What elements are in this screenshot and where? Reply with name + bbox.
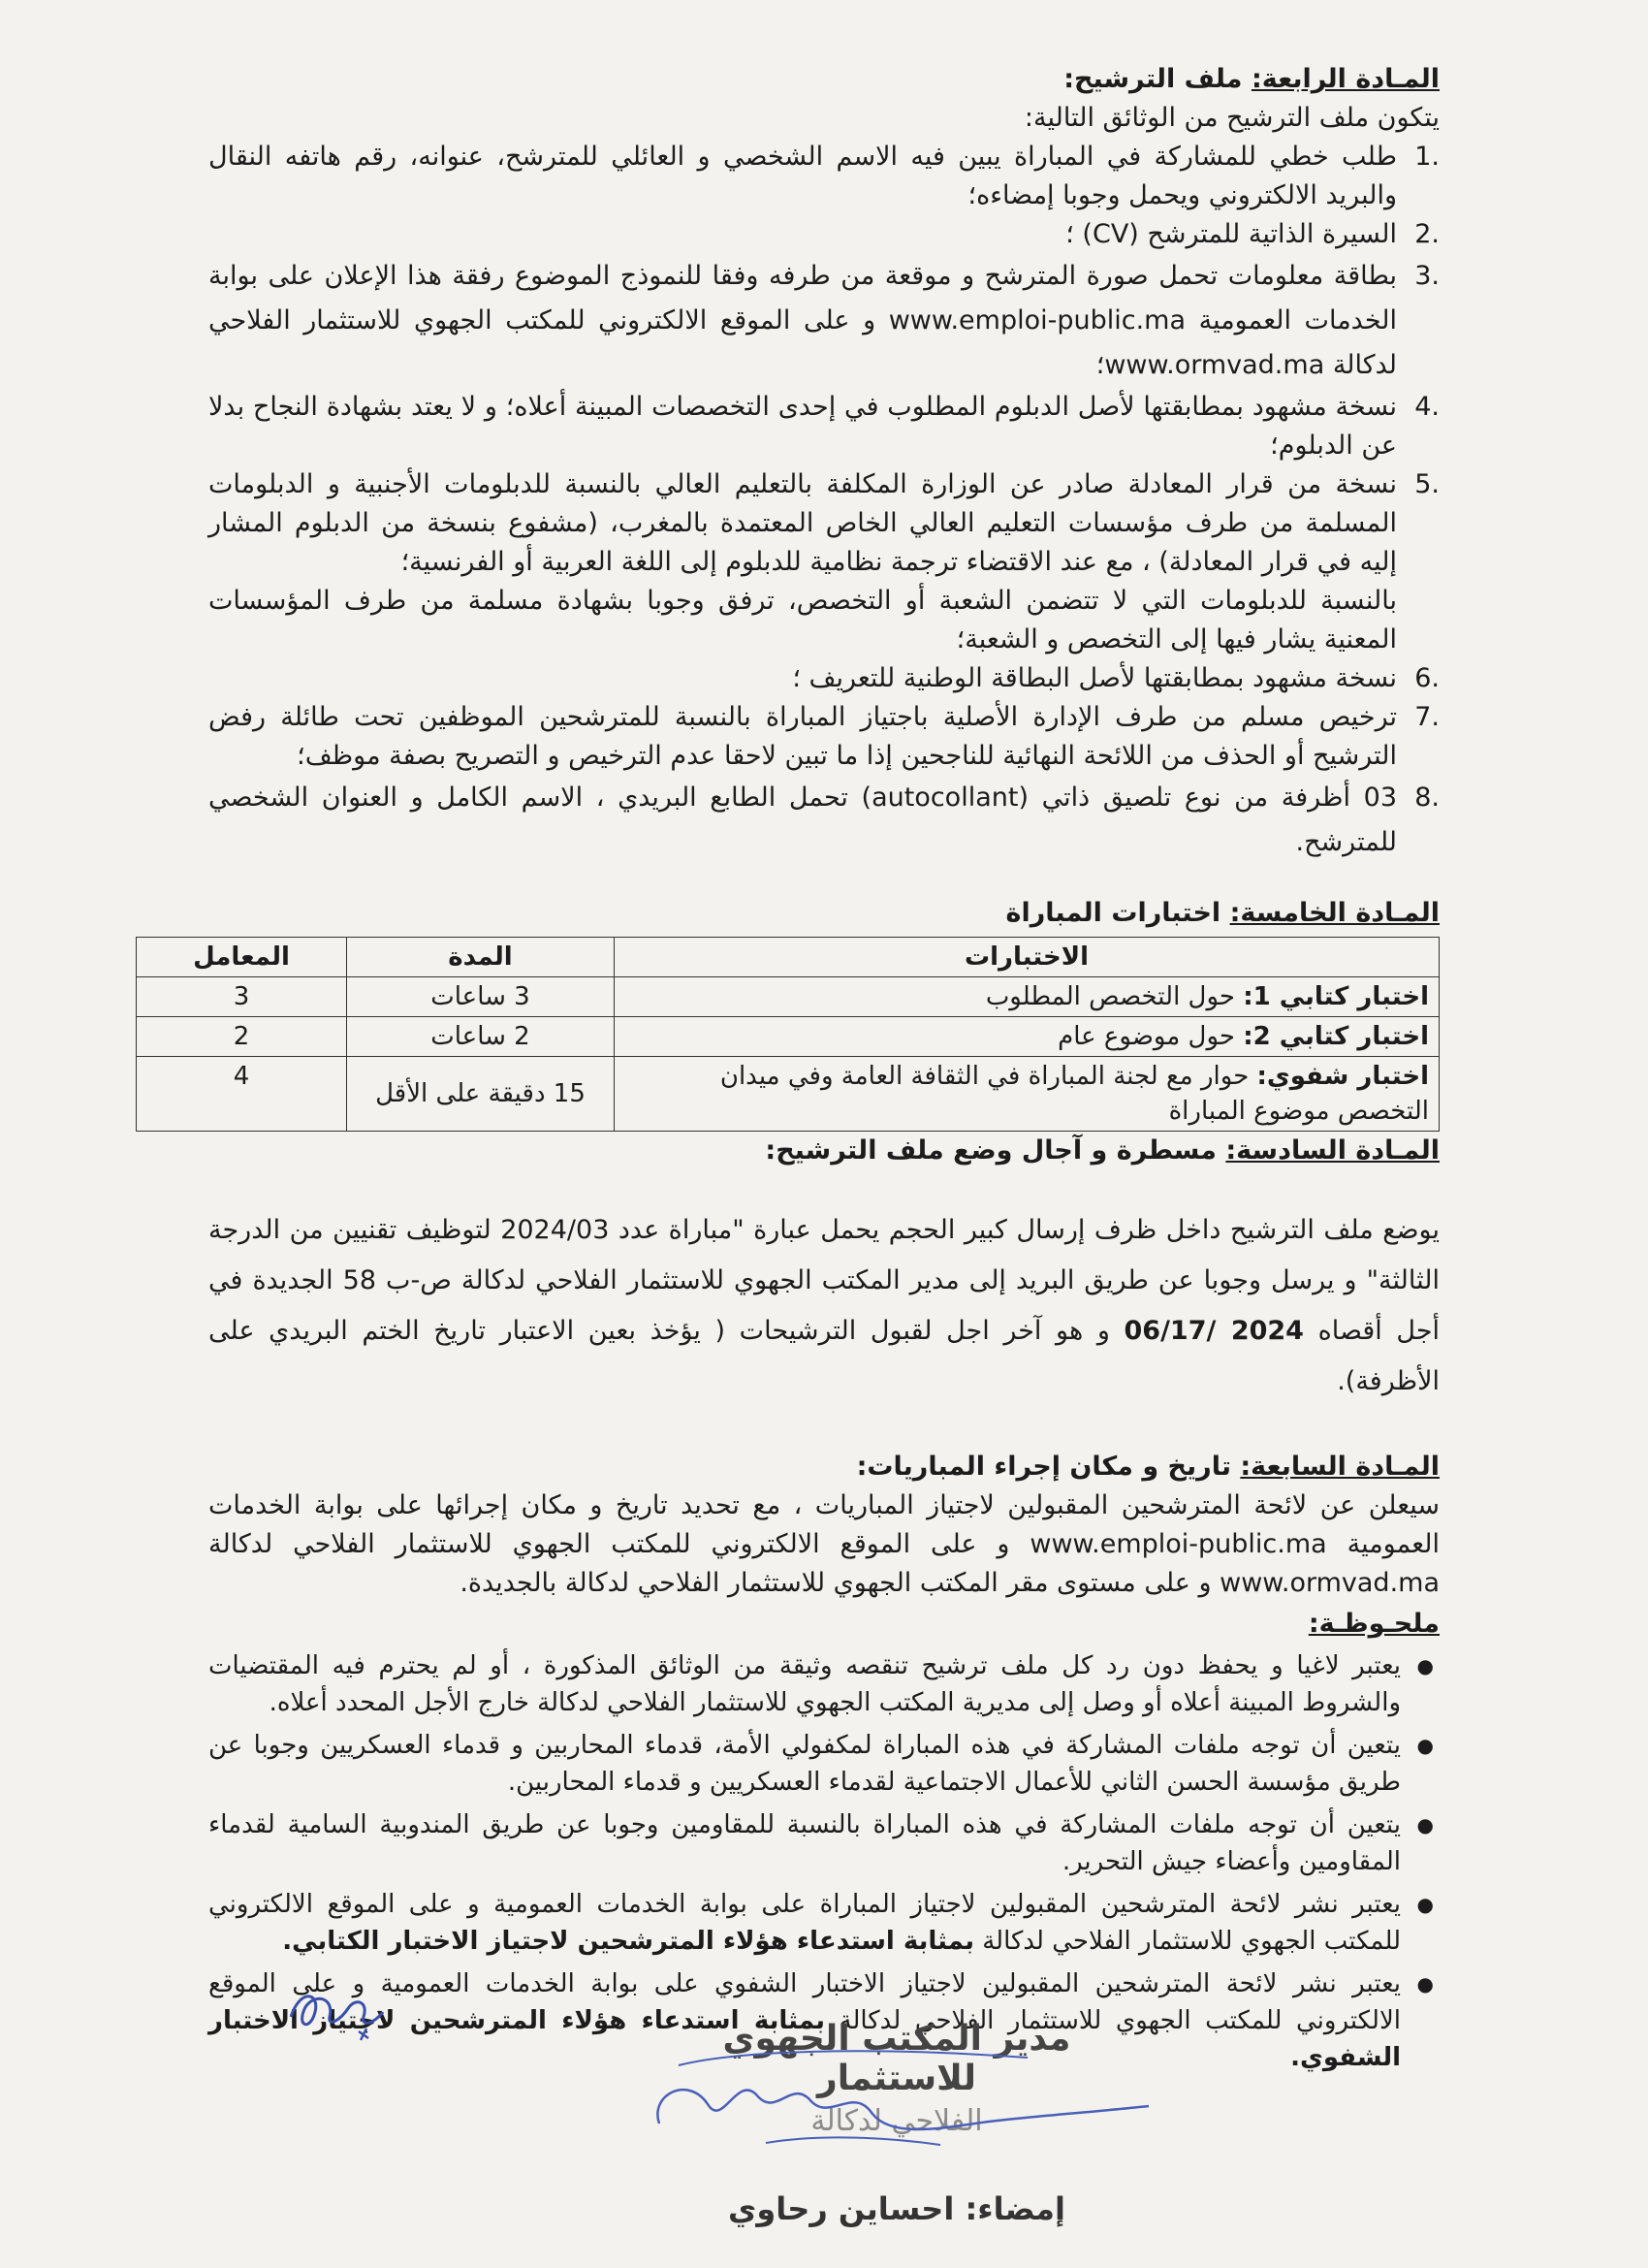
exams-table xyxy=(136,937,1440,1132)
article-6-title: مسطرة و آجال وضع ملف الترشيح: xyxy=(765,1135,1217,1166)
exam-description: حول موضوع عام xyxy=(1058,1022,1244,1051)
coefficient-cell: 4 xyxy=(137,1057,347,1132)
article-7-title: تاريخ و مكان إجراء المباريات: xyxy=(856,1452,1231,1482)
stamp-title: مدير المكتب الجهوي للاستثمار xyxy=(722,2019,1071,2098)
note-item xyxy=(208,1886,1440,1960)
item-text: ترخيص مسلم من طرف الإدارة الأصلية باجتياز المباراة بالنسبة للمترشحين الموظفين تحت طائلة رفض الترشيح أو الحذف من اللائحة النهائية للناجحين إذا ما تبين لاحقا عدم الترخيص و التصريح بصفة موظف؛ xyxy=(208,702,1397,771)
document-item xyxy=(208,659,1440,698)
note-item xyxy=(208,1806,1440,1880)
exam-description: حول التخصص المطلوب xyxy=(985,982,1244,1011)
item-text: طلب خطي للمشاركة في المباراة يبين فيه الاسم الشخصي و العائلي للمترشح، عنوانه، رقم هاتفه النقال والبريد الالكتروني ويحمل وجوبا إمضاءه؛ xyxy=(208,142,1397,210)
article-6-heading xyxy=(208,1132,1440,1170)
article-6-text: يوضع ملف الترشيح داخل ظرف إرسال كبير الحجم يحمل عبارة "مباراة عدد 2024/03 لتوظيف تقنيين من الدرجة الثالثة" و يرسل وجوبا عن طريق البريد إلى مدير المكتب الجهوي للاستثمار الفلاحي لدكالة ص-ب 58 الجديدة في أجل أقصاه xyxy=(208,1215,1441,1346)
note-bold-text: بمثابة استدعاء هؤلاء المترشحين لاجتياز الاختبار الكتابي. xyxy=(282,1927,974,1956)
item-extra-text: بالنسبة للدبلومات التي لا تتضمن الشعبة أو التخصص، ترفق وجوبا بشهادة مسلمة من طرف المؤسسات المعنية يشار فيها إلى التخصص و الشعبة؛ xyxy=(208,586,1397,655)
note-text: يعتبر نشر لائحة المترشحين المقبولين لاجتياز المباراة على بوابة الخدمات العمومية و على الموقع الالكتروني للمكتب الجهوي للاستثمار الفلاحي لدكالة xyxy=(208,1890,1401,1956)
item-number: .2 xyxy=(1414,219,1440,249)
exam-description: حوار مع لجنة المباراة في الثقافة العامة وفي ميدان التخصص موضوع المباراة xyxy=(719,1062,1429,1126)
initials-scribble-icon xyxy=(281,1978,397,2046)
note-text: يعتبر لاغيا و يحفظ دون رد كل ملف ترشيح تنقصه وثيقة من الوثائق المذكورة ، أو لم يحترم فيه المقتضيات والشروط المبينة أعلاه أو وصل إلى مديرية المكتب الجهوي للاستثمار الفلاحي لدكالة خارج الأجل المحدد أعلاه. xyxy=(208,1651,1401,1717)
table-row xyxy=(137,1057,1440,1132)
stamp-subtitle: الفلاحي لدكالة xyxy=(810,2104,983,2138)
note-text: يتعين أن توجه ملفات المشاركة في هذه المباراة بالنسبة للمقاومين وجوبا عن طريق المندوبية السامية لقدماء المقاومين وأعضاء جيش التحرير. xyxy=(208,1810,1401,1876)
required-documents-list xyxy=(208,138,1440,865)
note-text: يعتبر نشر لائحة المترشحين المقبولين لاجتياز الاختبار الشفوي على بوابة الخدمات العمومية و على الموقع الالكتروني للمكتب الجهوي للاستثمار الفلاحي لدكالة xyxy=(208,1969,1401,2035)
signature-scribble-icon xyxy=(620,2036,1163,2172)
item-number: .1 xyxy=(1414,142,1440,172)
bullet-icon: ● xyxy=(1416,1893,1434,1916)
bullet-icon: ● xyxy=(1416,1734,1434,1757)
table-row xyxy=(137,1017,1440,1057)
duration-cell: 2 ساعات xyxy=(347,1017,615,1057)
document-item xyxy=(208,254,1440,388)
document-item xyxy=(208,138,1440,215)
coefficient-cell: 3 xyxy=(137,977,347,1017)
note-item xyxy=(208,1727,1440,1801)
table-header-row xyxy=(137,938,1440,977)
article-4-intro: يتكون ملف الترشيح من الوثائق التالية: xyxy=(1024,103,1440,133)
item-text: نسخة مشهود بمطابقتها لأصل البطاقة الوطنية للتعريف ؛ xyxy=(792,663,1397,693)
exam-cell xyxy=(615,977,1440,1017)
item-text: 03 أظرفة من نوع تلصيق ذاتي (autocollant) تحمل الطابع البريدي ، الاسم الكامل و العنوان الشخصي للمترشح. xyxy=(208,783,1398,857)
item-number: .3 xyxy=(1414,261,1440,291)
deadline-date: 2024 /06/17 xyxy=(1124,1316,1304,1346)
signatory-name: إمضاء: احساين رحاوي xyxy=(728,2190,1065,2227)
exam-cell xyxy=(615,1017,1440,1057)
article-7-heading xyxy=(208,1448,1440,1486)
exam-label: اختبار كتابي 1: xyxy=(1243,982,1429,1011)
article-5-title: اختبارات المباراة xyxy=(1005,898,1221,928)
article-4-label: المـادة الرابعة: xyxy=(1251,64,1440,94)
document-content xyxy=(193,60,1441,2082)
coefficient-cell: 2 xyxy=(137,1017,347,1057)
bullet-icon: ● xyxy=(1416,1813,1434,1837)
bullet-icon: ● xyxy=(1416,1972,1434,1996)
duration-cell: 15 دقيقة على الأقل xyxy=(347,1057,615,1132)
item-number: .5 xyxy=(1414,469,1440,499)
article-5-label: المـادة الخامسة: xyxy=(1229,898,1440,928)
table-header-cell: الاختبارات xyxy=(615,938,1440,977)
table-header-cell: المدة xyxy=(347,938,615,977)
table-header-cell: المعامل xyxy=(137,938,347,977)
item-number: .7 xyxy=(1414,702,1440,732)
document-item xyxy=(208,465,1440,659)
note-bold-text: بمثابة استدعاء هؤلاء المترشحين لاجتياز الاختبار الشفوي. xyxy=(208,2006,1401,2072)
exam-label: اختبار شفوي: xyxy=(1256,1062,1429,1091)
item-text: السيرة الذاتية للمترشح (CV) ؛ xyxy=(1065,219,1397,249)
article-7-label: المـادة السابعة: xyxy=(1240,1452,1440,1482)
exam-cell xyxy=(615,1057,1440,1132)
item-text: نسخة مشهود بمطابقتها لأصل الدبلوم المطلوب في إحدى التخصصات المبينة أعلاه؛ و لا يعتد بشهادة النجاح بدلا عن الدبلوم؛ xyxy=(208,392,1397,461)
article-5-heading xyxy=(208,894,1440,933)
article-4-title: ملف الترشيح: xyxy=(1063,64,1243,94)
note-item xyxy=(208,1647,1440,1721)
bullet-icon: ● xyxy=(1416,1654,1434,1677)
item-text: بطاقة معلومات تحمل صورة المترشح و موقعة من طرفه وفقا للنموذج الموضوع رفقة هذا الإعلان على بوابة الخدمات العمومية www.emploi-public.ma و على الموقع الالكتروني للمكتب الجهوي للاستثمار الفلاحي لدكالة www.ormvad.ma؛ xyxy=(208,261,1397,380)
exam-label: اختبار كتابي 2: xyxy=(1243,1022,1429,1051)
document-item xyxy=(208,215,1440,254)
document-item xyxy=(208,698,1440,776)
article-6-body xyxy=(208,1205,1440,1407)
table-row xyxy=(137,977,1440,1017)
document-item xyxy=(208,388,1440,465)
article-6-text-end: و هو آخر اجل لقبول الترشيحات ( يؤخذ بعين الاعتبار تاريخ الختم البريدي على الأظرفة). xyxy=(208,1316,1440,1396)
notes-heading: ملحـوظـة: xyxy=(1308,1609,1440,1639)
item-text: نسخة من قرار المعادلة صادر عن الوزارة المكلفة بالتعليم العالي بالنسبة للدبلومات الأجنبية و الدبلومات المسلمة من طرف مؤسسات التعليم العالي الخاص المعتمدة بالمغرب، (مشفوع بنسخة من الدبلوم المشار إليه في قرار المعادلة) ، مع عند الاقتضاء ترجمة نظامية للدبلوم إلى اللغة العربية أو الفرنسية؛ xyxy=(208,469,1397,577)
item-number: .8 xyxy=(1414,783,1440,813)
article-4-heading xyxy=(208,60,1440,99)
article-7-body: سيعلن عن لائحة المترشحين المقبولين لاجتياز المباريات ، مع تحديد تاريخ و مكان إجرائها على بوابة الخدمات العمومية www.emploi-public.ma و على الموقع الالكتروني للمكتب الجهوي للاستثمار الفلاحي لدكالة www.ormvad.ma و على مستوى مقر المكتب الجهوي للاستثمار الفلاحي لدكالة بالجديدة. xyxy=(208,1490,1440,1598)
note-text: يتعين أن توجه ملفات المشاركة في هذه المباراة لمكفولي الأمة، قدماء المحاربين و قدماء العسكريين وجوبا عن طريق مؤسسة الحسن الثاني للأعمال الاجتماعية لقدماء العسكريين و قدماء المحاربين. xyxy=(208,1731,1401,1797)
article-6-label: المـادة السادسة: xyxy=(1225,1135,1440,1166)
item-number: .4 xyxy=(1414,392,1440,422)
document-item xyxy=(208,776,1440,865)
duration-cell: 3 ساعات xyxy=(347,977,615,1017)
item-number: .6 xyxy=(1414,663,1440,693)
